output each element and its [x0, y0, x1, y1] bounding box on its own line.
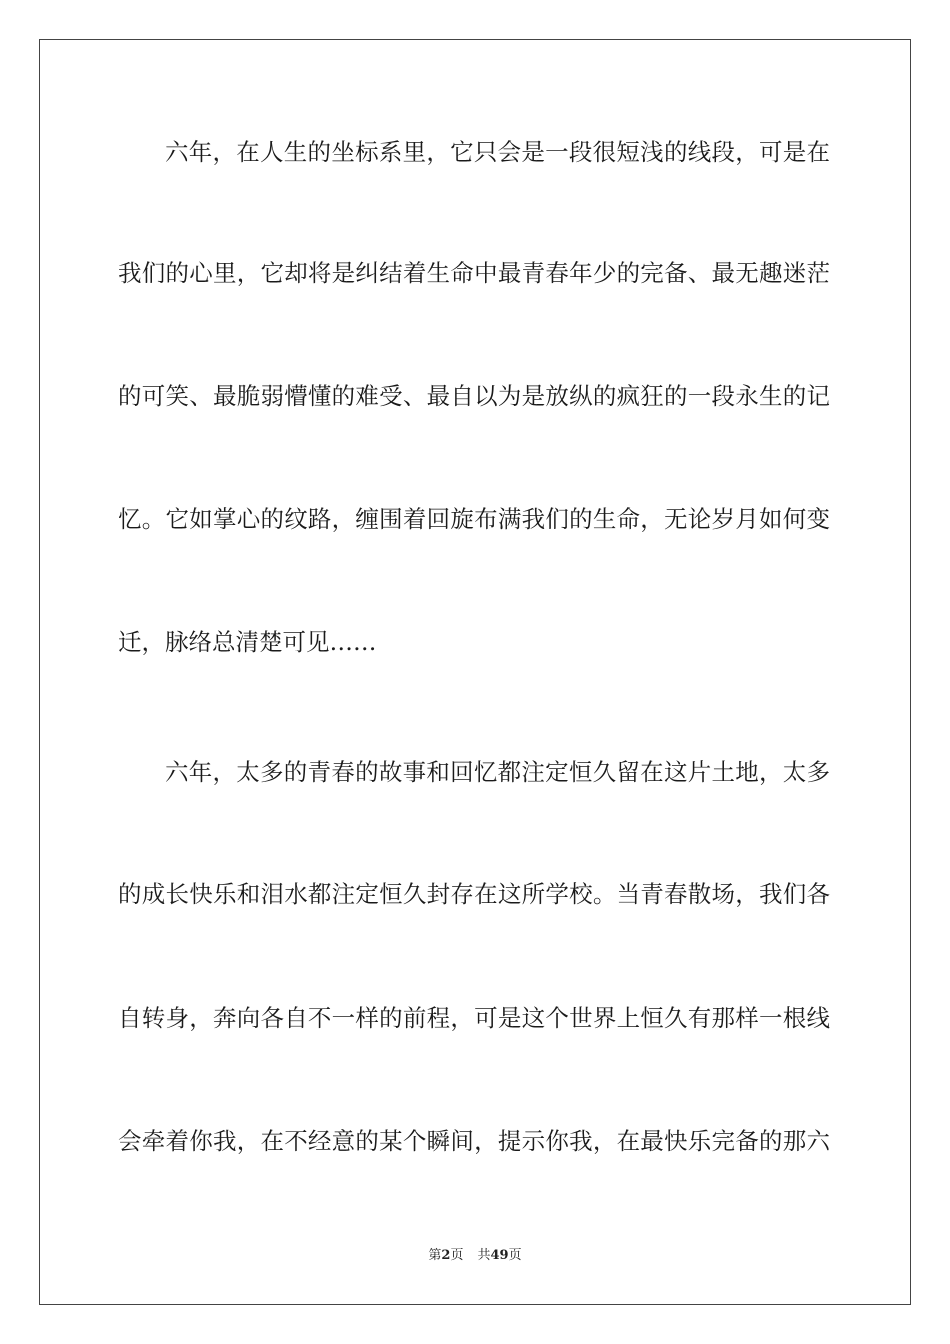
paragraph-1-line-1: 六年，在人生的坐标系里，它只会是一段很短浅的线段，可是在 — [165, 138, 830, 166]
paragraph-1-line-4: 忆。它如掌心的纹路，缠围着回旋布满我们的生命，无论岁月如何变 — [118, 505, 830, 533]
page-footer — [0, 1247, 950, 1265]
footer-total-pages: 49 — [490, 1248, 509, 1263]
paragraph-1-line-5: 迁，脉络总清楚可见…… — [118, 628, 377, 656]
footer-total-suffix: 页 — [508, 1248, 522, 1263]
footer-total-prefix: 共 — [477, 1248, 491, 1263]
footer-page-suffix: 页 — [450, 1248, 464, 1263]
paragraph-1-line-3: 的可笑、最脆弱懵懂的难受、最自以为是放纵的疯狂的一段永生的记 — [118, 382, 830, 410]
paragraph-2-line-3: 自转身，奔向各自不一样的前程，可是这个世界上恒久有那样一根线 — [118, 1004, 830, 1032]
page-border — [39, 39, 911, 1305]
paragraph-2-line-2: 的成长快乐和泪水都注定恒久封存在这所学校。当青春散场，我们各 — [118, 880, 830, 908]
paragraph-2-line-1: 六年，太多的青春的故事和回忆都注定恒久留在这片土地，太多 — [165, 758, 830, 786]
paragraph-2-line-4: 会牵着你我，在不经意的某个瞬间，提示你我，在最快乐完备的那六 — [118, 1127, 830, 1155]
footer-page-number: 2 — [441, 1248, 451, 1263]
footer-page-prefix: 第 — [428, 1248, 442, 1263]
paragraph-1-line-2: 我们的心里，它却将是纠结着生命中最青春年少的完备、最无趣迷茫 — [118, 259, 830, 287]
